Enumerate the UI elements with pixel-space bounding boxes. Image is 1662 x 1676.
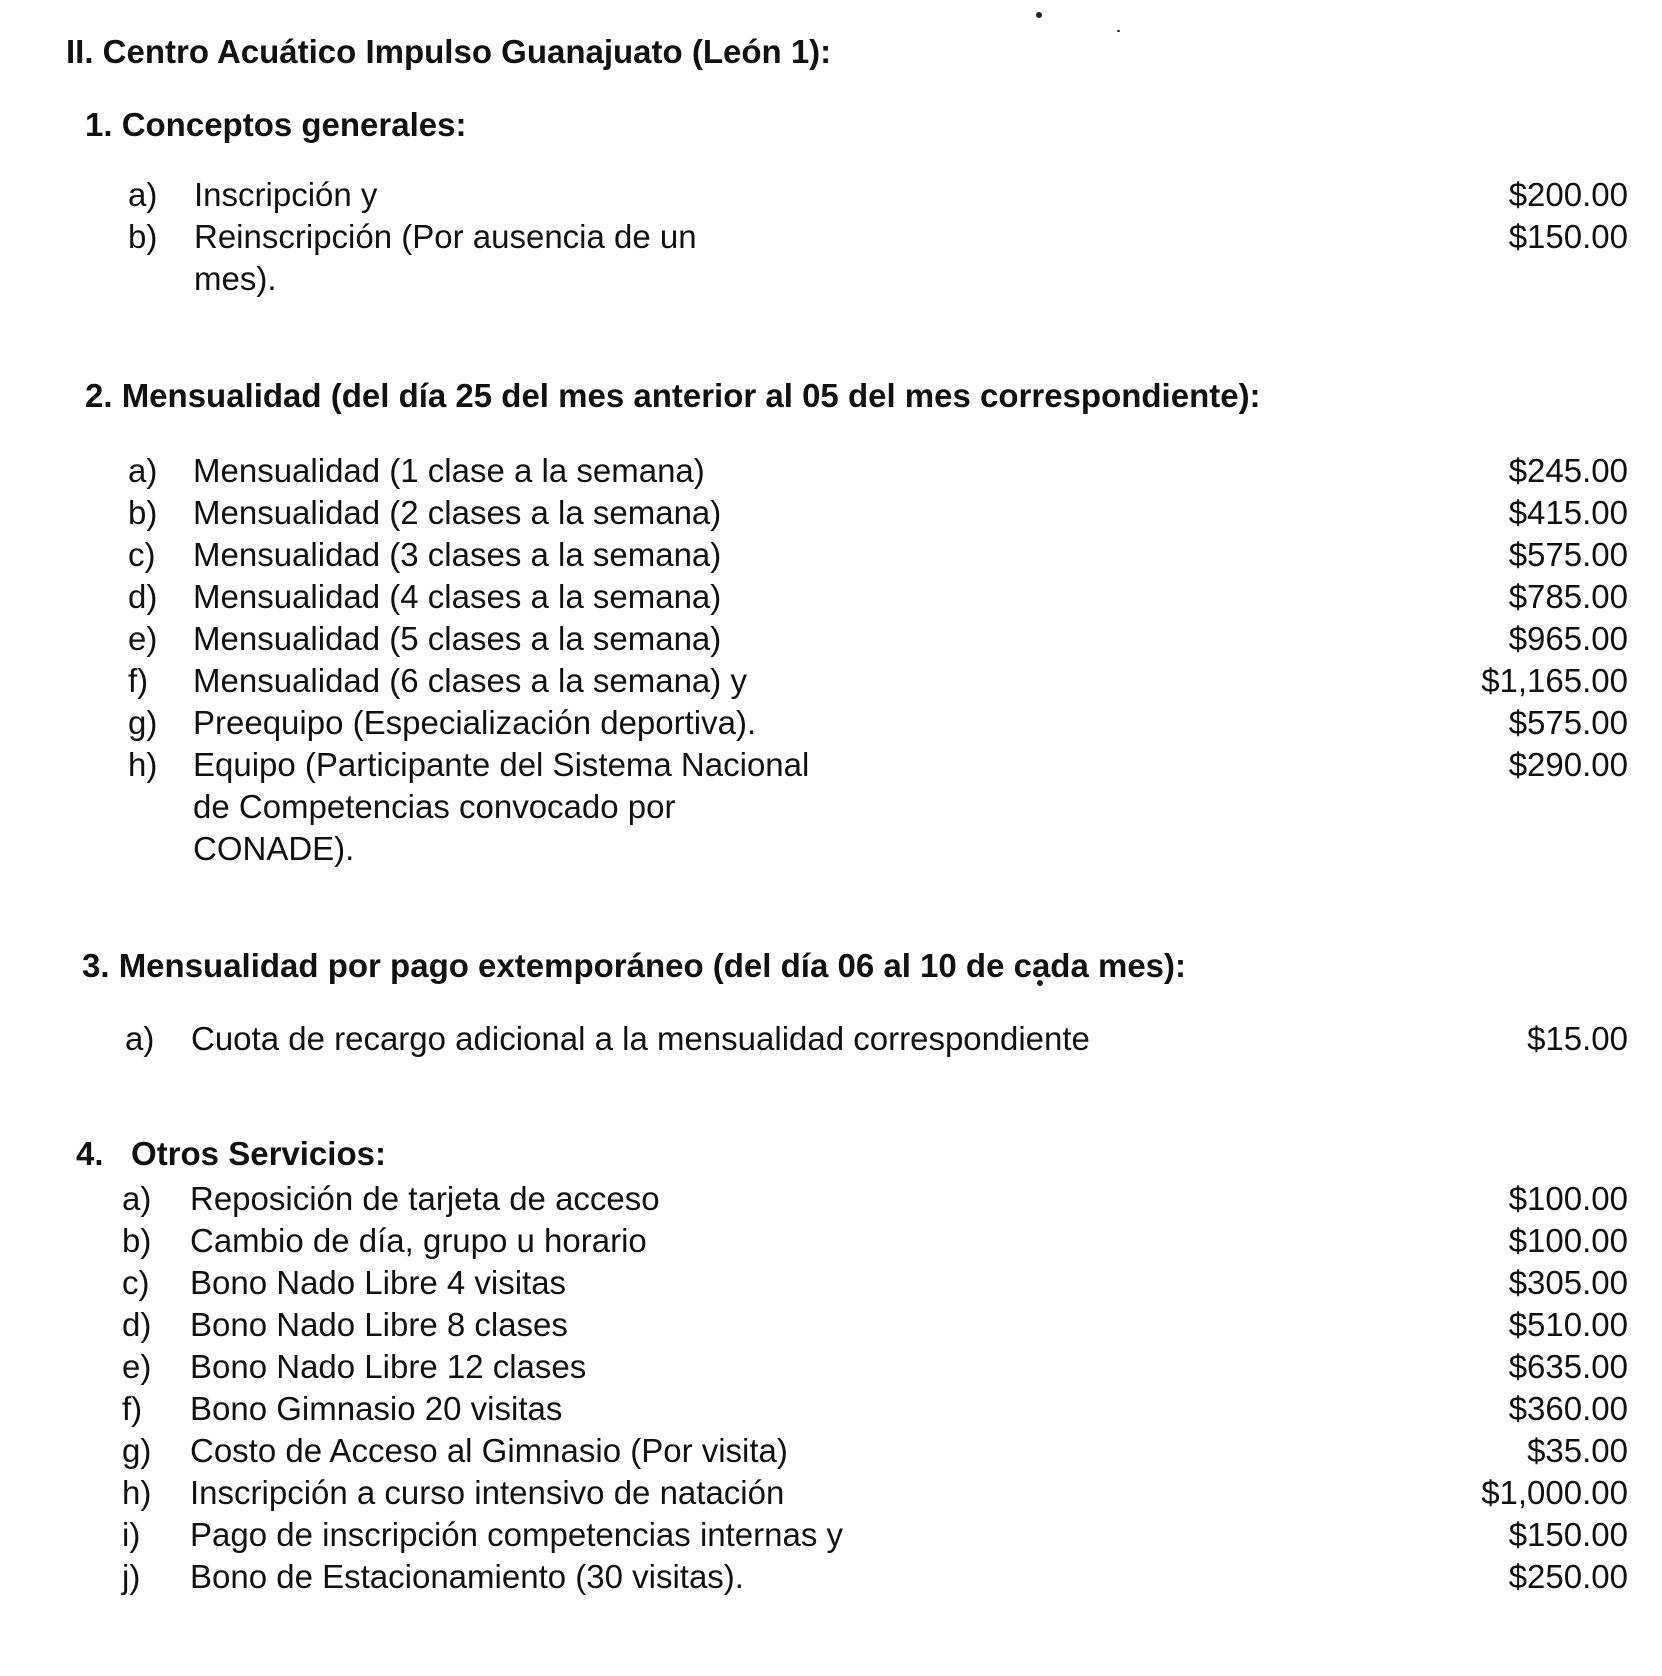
item-letter: e) (128, 620, 158, 657)
item-letter: a) (122, 1180, 152, 1217)
item-price: $150.00 (1508, 1516, 1628, 1553)
section-heading: 4. Otros Servicios: (76, 1135, 386, 1172)
item-price: $415.00 (1508, 494, 1628, 531)
item-price: $305.00 (1508, 1264, 1628, 1301)
item-price: $575.00 (1508, 536, 1628, 573)
item-text: Mensualidad (4 clases a la semana) (193, 578, 722, 615)
item-price: $1,165.00 (1481, 662, 1628, 699)
item-price: $1,000.00 (1481, 1474, 1628, 1511)
item-text: Cambio de día, grupo u horario (190, 1222, 647, 1259)
item-text: Mensualidad (3 clases a la semana) (193, 536, 722, 573)
scan-speck (1036, 12, 1042, 18)
item-price: $290.00 (1508, 746, 1628, 783)
item-text: Equipo (Participante del Sistema Nacional de Competencias convocado por CONADE). (193, 746, 810, 867)
item-text: Bono de Estacionamiento (30 visitas). (190, 1558, 744, 1595)
item-text: Inscripción y (194, 176, 378, 213)
item-letter: c) (128, 536, 156, 573)
section-heading: 3. Mensualidad por pago extemporáneo (del día 06 al 10 de cada mes): (82, 947, 1187, 984)
item-price: $575.00 (1508, 704, 1628, 741)
item-text: Preequipo (Especialización deportiva). (193, 704, 757, 741)
item-price: $510.00 (1508, 1306, 1628, 1343)
item-text: Costo de Acceso al Gimnasio (Por visita) (190, 1432, 788, 1469)
item-letter: h) (128, 746, 158, 783)
item-price: $200.00 (1508, 176, 1628, 213)
item-text: Reposición de tarjeta de acceso (190, 1180, 660, 1217)
item-price: $245.00 (1508, 452, 1628, 489)
item-letter: b) (128, 494, 158, 531)
item-letter: b) (122, 1222, 152, 1259)
document-title: II. Centro Acuático Impulso Guanajuato (León 1): (66, 33, 832, 70)
item-text: Bono Nado Libre 4 visitas (190, 1264, 567, 1301)
item-text: Reinscripción (Por ausencia de un mes). (194, 218, 697, 297)
item-letter: g) (128, 704, 158, 741)
item-letter: d) (128, 578, 158, 615)
item-text: Mensualidad (5 clases a la semana) (193, 620, 722, 657)
section-heading: 1. Conceptos generales: (85, 106, 467, 143)
item-letter: c) (122, 1264, 150, 1301)
item-text: Inscripción a curso intensivo de natación (190, 1474, 785, 1511)
item-text: Mensualidad (1 clase a la semana) (193, 452, 705, 489)
item-letter: a) (128, 452, 158, 489)
item-price: $785.00 (1508, 578, 1628, 615)
item-letter: a) (128, 176, 158, 213)
item-text: Mensualidad (6 clases a la semana) y (193, 662, 747, 699)
item-letter: j) (122, 1558, 141, 1595)
item-letter: f) (122, 1390, 143, 1427)
item-price: $15.00 (1527, 1020, 1628, 1057)
item-text: Bono Nado Libre 12 clases (190, 1348, 587, 1385)
item-text: Mensualidad (2 clases a la semana) (193, 494, 722, 531)
item-letter: a) (125, 1020, 155, 1057)
item-letter: g) (122, 1432, 152, 1469)
item-price: $250.00 (1508, 1558, 1628, 1595)
item-letter: i) (122, 1516, 141, 1553)
item-price: $100.00 (1508, 1180, 1628, 1217)
item-letter: e) (122, 1348, 152, 1385)
item-price: $35.00 (1527, 1432, 1628, 1469)
item-letter: h) (122, 1474, 152, 1511)
scan-speck (1117, 30, 1120, 32)
item-letter: b) (128, 218, 158, 255)
item-letter: f) (128, 662, 149, 699)
item-price: $150.00 (1508, 218, 1628, 255)
item-text: Cuota de recargo adicional a la mensualidad correspondiente (191, 1020, 1090, 1057)
item-text: Pago de inscripción competencias internas y (190, 1516, 844, 1553)
item-price: $635.00 (1508, 1348, 1628, 1385)
item-price: $100.00 (1508, 1222, 1628, 1259)
section-heading: 2. Mensualidad (del día 25 del mes anterior al 05 del mes correspondiente): (85, 377, 1261, 414)
item-price: $965.00 (1508, 620, 1628, 657)
item-text: Bono Nado Libre 8 clases (190, 1306, 568, 1343)
item-letter: d) (122, 1306, 152, 1343)
item-price: $360.00 (1508, 1390, 1628, 1427)
item-text: Bono Gimnasio 20 visitas (190, 1390, 563, 1427)
